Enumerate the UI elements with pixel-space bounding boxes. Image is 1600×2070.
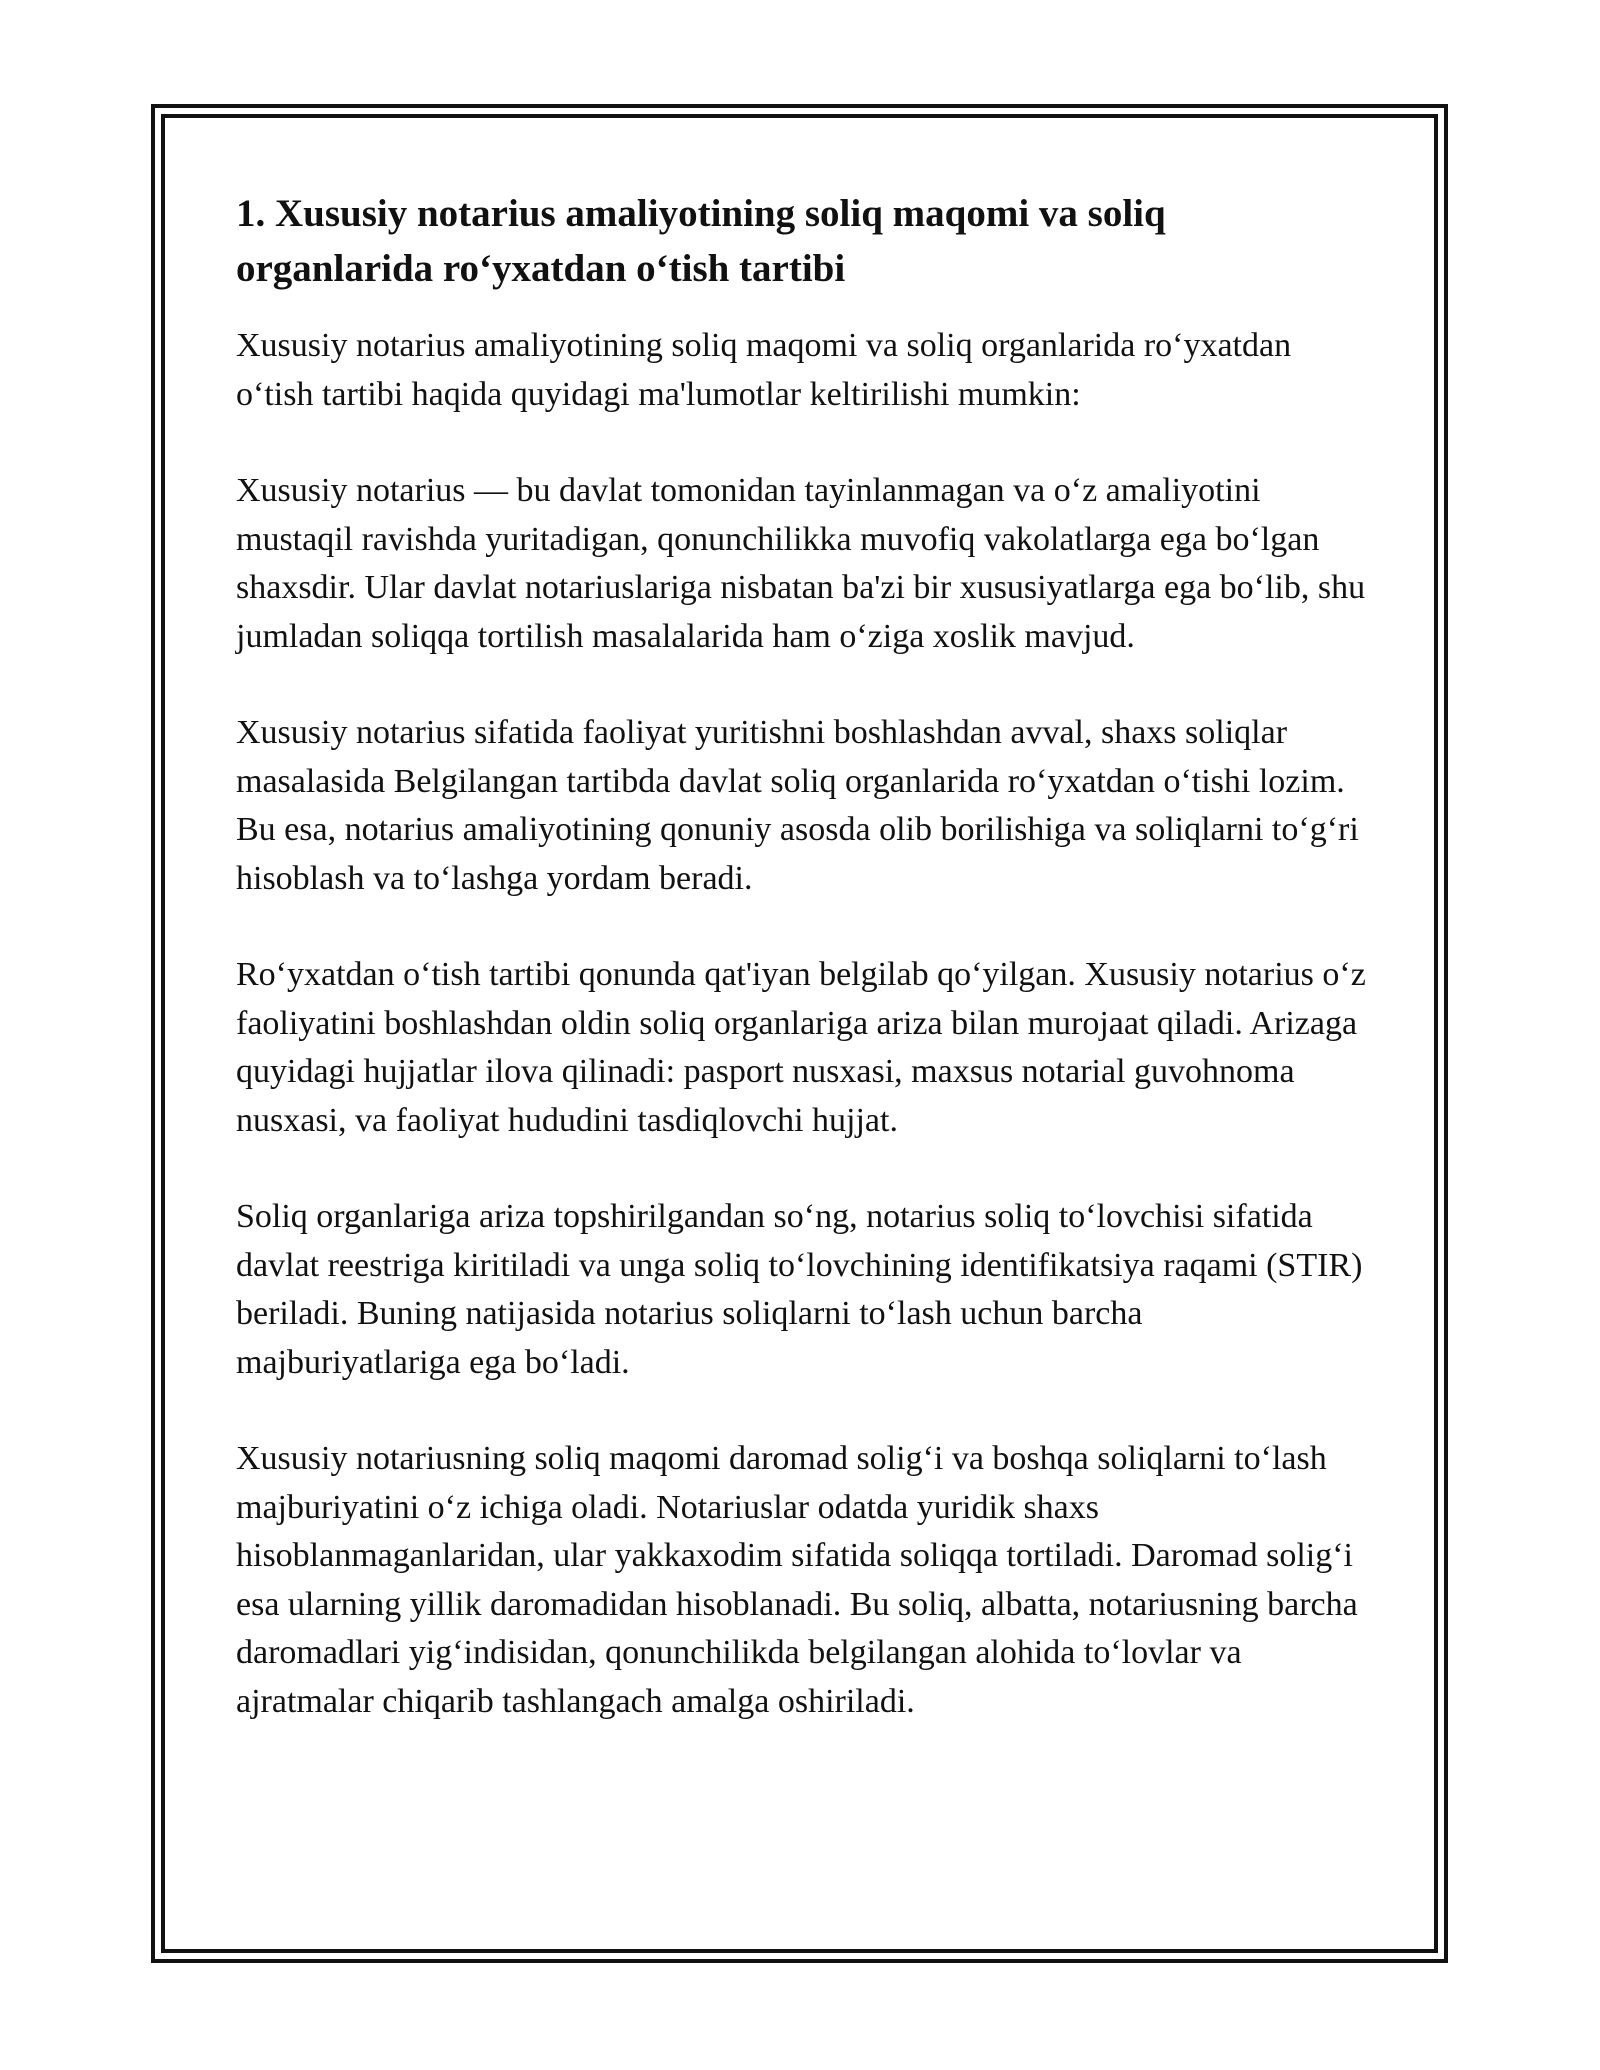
paragraph-stir-assignment: Soliq organlariga ariza topshirilgandan soʻng, notarius soliq toʻlovchisi sifatida davlat reestriga kiritiladi va unga soliq toʻlovchining identifikatsiya raqami (STIR) beriladi. Buning natijasida notarius soliqlarni toʻlash uchun barcha majburiyatlariga ega boʻladi. [236, 1198, 1363, 1381]
paragraph-registration-requirement: Xususiy notarius sifatida faoliyat yuritishni boshlashdan avval, shaxs soliqlar masalasida Belgilangan tartibda davlat soliq organlarida roʻyxatdan oʻtishi lozim. Bu esa, notarius amaliyotining qonuniy asosda olib borilishiga va soliqlarni toʻgʻri hisoblash va toʻlashga yordam beradi. [236, 714, 1359, 897]
paragraph-registration-procedure: Roʻyxatdan oʻtish tartibi qonunda qat'iyan belgilab qoʻyilgan. Xususiy notarius oʻz faoliyatini boshlashdan oldin soliq organlariga ariza bilan murojaat qiladi. Arizaga quyidagi hujjatlar ilova qilinadi: pasport nusxasi, maxsus notarial guvohnoma nusxasi, va faoliyat hududini tasdiqlovchi hujjat. [236, 956, 1366, 1139]
paragraph-tax-status: Xususiy notariusning soliq maqomi daromad soligʻi va boshqa soliqlarni toʻlash majburiyatini oʻz ichiga oladi. Notariuslar odatda yuridik shaxs hisoblanmaganlaridan, ular yakkaxodim sifatida soliqqa tortiladi. Daromad soligʻi esa ularning yillik daromadidan hisoblanadi. Bu soliq, albatta, notariusning barcha daromadlari yigʻindisidan, qonunchilikda belgilangan alohida toʻlovlar va ajratmalar chiqarib tashlangach amalga oshiriladi. [236, 1440, 1358, 1720]
paragraph-definition: Xususiy notarius — bu davlat tomonidan tayinlanmagan va oʻz amaliyotini mustaqil ravishda yuritadigan, qonunchilikka muvofiq vakolatlarga ega boʻlgan shaxsdir. Ular davlat notariuslariga nisbatan ba'zi bir xususiyatlarga ega boʻlib, shu jumladan soliqqa tortilish masalalarida ham oʻziga xoslik mavjud. [236, 472, 1366, 655]
paragraph-intro: Xususiy notarius amaliyotining soliq maqomi va soliq organlarida roʻyxatdan oʻtish tartibi haqida quyidagi ma'lumotlar keltirilishi mumkin: [236, 327, 1292, 413]
section-heading: 1. Xususiy notarius amaliyotining soliq maqomi va soliq organlarida roʻyxatdan oʻtish tartibi [236, 192, 1166, 290]
document-body [236, 186, 1366, 1774]
